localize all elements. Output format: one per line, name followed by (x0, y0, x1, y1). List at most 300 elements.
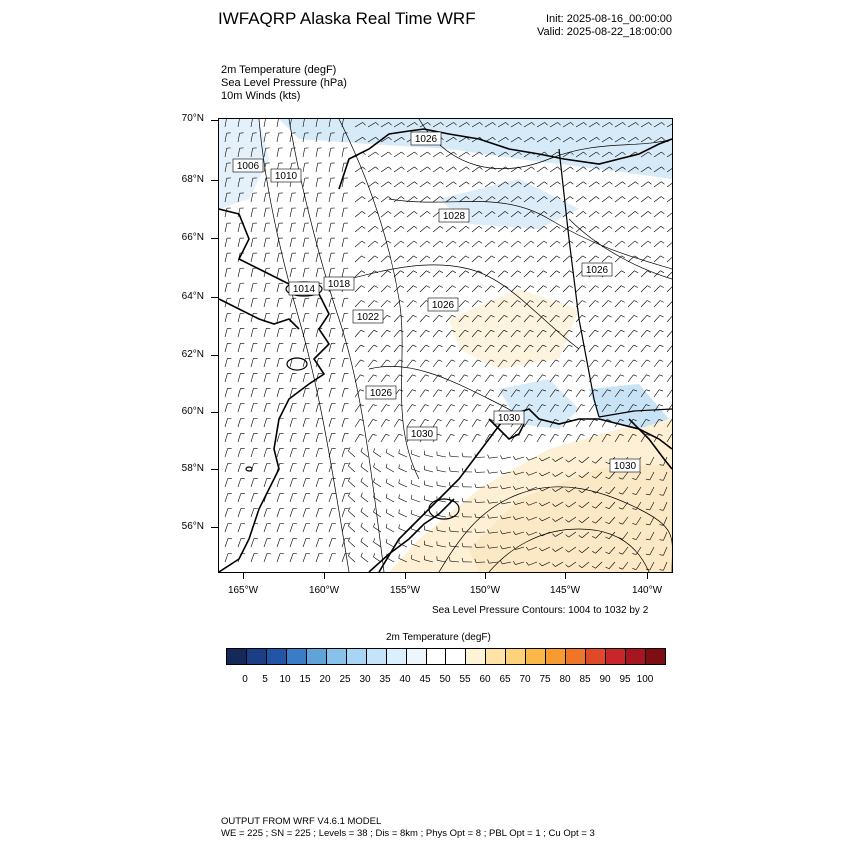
colorbar-cell (367, 649, 387, 664)
wind-barb (316, 163, 318, 172)
wind-barb-feather (505, 241, 508, 243)
wind-barb-feather (596, 256, 599, 258)
wind-barb-feather (555, 434, 559, 435)
wind-barb-feather (622, 211, 625, 213)
wind-barb-feather (427, 226, 430, 228)
wind-barb (446, 405, 451, 412)
wind-barb (368, 286, 374, 292)
wind-barb (264, 463, 267, 472)
wind-barb (472, 256, 479, 262)
wind-barb-feather (531, 241, 534, 243)
wind-barb (446, 390, 451, 397)
wind-barb (667, 300, 672, 307)
wind-barb-feather (583, 211, 586, 213)
wind-barb-feather (440, 182, 443, 185)
wind-barb (485, 390, 490, 397)
wind-barb (550, 241, 557, 247)
wind-barb-feather (374, 330, 378, 332)
wind-barb (225, 478, 228, 487)
wind-barb (654, 197, 661, 202)
wind-barb (251, 298, 253, 307)
wind-barb (342, 238, 344, 247)
wind-barb (641, 241, 648, 247)
wind-barb-feather (361, 300, 365, 302)
wind-barb-feather (451, 375, 455, 376)
wind-barb (342, 313, 344, 322)
wind-barb-feather (361, 286, 364, 288)
wind-barb-feather (516, 375, 520, 376)
wind-barb (303, 448, 306, 457)
wind-barb-feather (373, 375, 377, 376)
wind-barb (277, 403, 280, 412)
wind-barb (316, 478, 319, 487)
wind-barb-feather (388, 167, 391, 170)
coast-seward (219, 299, 299, 329)
wind-barb (348, 481, 355, 487)
wind-barb-feather (661, 256, 664, 258)
wind-barb-feather (466, 167, 469, 170)
svg-text:1030: 1030 (497, 413, 521, 424)
pressure-label (324, 277, 354, 290)
wind-barb (316, 193, 318, 202)
wind-barb (303, 388, 306, 397)
wind-barb (563, 226, 570, 232)
wind-barb-feather (402, 152, 405, 155)
wind-barb (290, 208, 292, 217)
wind-barb (407, 300, 413, 307)
wind-barb-feather (362, 182, 365, 185)
wind-barb-feather (438, 405, 442, 406)
wind-barb-feather (414, 167, 417, 170)
wind-barb (407, 211, 414, 217)
wind-barb (563, 434, 568, 442)
wind-barb (329, 223, 331, 232)
wind-barb-feather (373, 405, 377, 406)
wind-barb-feather (438, 434, 442, 435)
wind-barb (238, 343, 240, 352)
wind-barb (329, 539, 332, 547)
wind-barb (641, 271, 647, 277)
wind-barb (329, 433, 332, 442)
wind-barb (251, 508, 254, 517)
wind-barb (316, 508, 319, 517)
wind-barb-feather (387, 360, 391, 362)
wind-barb-feather (388, 226, 391, 228)
wind-barb (602, 226, 609, 232)
wind-barb (381, 271, 387, 277)
wind-barb-feather (375, 167, 378, 170)
wind-barb (355, 434, 360, 442)
wind-barb-feather (362, 167, 365, 170)
wind-barb-feather (360, 375, 364, 376)
colorbar-cell (506, 649, 526, 664)
wind-barb-feather (568, 375, 572, 376)
wind-barb (381, 419, 386, 427)
wind-barb (424, 500, 433, 502)
wind-barb (290, 523, 293, 532)
colorbar-cell (626, 649, 646, 664)
wind-barb-feather (479, 256, 482, 258)
wind-barb (225, 403, 228, 412)
wind-barb (407, 271, 413, 277)
lon-tick (243, 572, 244, 579)
wind-barb (394, 375, 399, 382)
colorbar-label: 30 (359, 674, 371, 685)
wind-barb-feather (425, 375, 429, 376)
lat-tick (211, 238, 218, 239)
wind-barb-feather (399, 524, 400, 528)
wind-barb-feather (426, 286, 429, 288)
colorbar-cell (247, 649, 267, 664)
wind-barb (303, 313, 305, 322)
wind-barb (316, 268, 318, 277)
wind-barb (355, 286, 361, 292)
wind-barb-feather (399, 405, 403, 406)
wind-barb-feather (621, 360, 625, 362)
wind-barb (373, 482, 381, 487)
wind-barb (329, 508, 332, 517)
wind-barb (420, 241, 427, 247)
wind-barb (290, 493, 293, 502)
wind-barb (381, 375, 386, 382)
wind-barb (667, 315, 672, 322)
wind-barb (381, 167, 388, 172)
wind-barb (459, 226, 466, 232)
wind-barb (515, 457, 524, 460)
wind-barb (576, 330, 582, 337)
wind-barb (433, 360, 439, 367)
wind-barb (277, 433, 280, 442)
wind-barb-feather (413, 286, 416, 288)
wind-barb-feather (647, 300, 651, 302)
wind-barb-feather (386, 375, 390, 376)
wind-barb-feather (387, 271, 390, 273)
colorbar-cell (287, 649, 307, 664)
wind-barb-feather (595, 345, 599, 347)
wind-barb-feather (375, 197, 378, 199)
wind-barb (251, 373, 253, 382)
wind-barb (394, 152, 402, 157)
wind-barb (251, 223, 253, 232)
wind-barb (446, 360, 452, 367)
wind-barb (277, 148, 279, 157)
wind-barb-feather (387, 345, 391, 347)
wind-barb-feather (389, 152, 392, 155)
wind-barb (407, 315, 413, 322)
wind-barb-feather (466, 241, 469, 243)
wind-barb (394, 256, 401, 262)
wind-barb (654, 241, 661, 247)
wind-barb-feather (634, 315, 638, 317)
wind-barb-feather (466, 182, 469, 185)
wind-barb-feather (400, 345, 404, 347)
wind-barb (329, 554, 332, 562)
wind-barb (238, 539, 241, 547)
wind-barb-feather (475, 469, 476, 473)
wind-barb (420, 300, 426, 307)
wind-barb (420, 405, 425, 412)
wind-barb (654, 286, 660, 292)
wind-barb-feather (375, 182, 378, 185)
svg-text:1006: 1006 (236, 161, 260, 172)
wind-barb-feather (348, 477, 350, 481)
wind-barb (667, 360, 672, 367)
wind-barb (264, 119, 266, 127)
wind-barb-feather (454, 152, 457, 155)
colorbar-label: 20 (319, 674, 331, 685)
wind-barb-feather (582, 286, 585, 288)
pribilof-islands (246, 467, 252, 471)
wind-barb (563, 360, 569, 367)
wind-barb (615, 256, 622, 262)
wind-barb (407, 256, 414, 262)
wind-barb (472, 167, 479, 172)
wind-barb (277, 193, 279, 202)
lat-tick (211, 355, 218, 356)
wind-barb-feather (621, 286, 624, 288)
wind-barb-feather (467, 152, 470, 155)
cold-region-arctic (279, 119, 672, 179)
wind-barb-feather (582, 330, 586, 332)
field-label-temperature: 2m Temperature (degF) (221, 64, 337, 76)
wind-barb (225, 523, 228, 532)
wind-barb-feather (544, 182, 547, 185)
wind-barb-feather (438, 390, 442, 391)
wind-barb (251, 493, 254, 502)
wind-barb-feather (400, 286, 403, 288)
wind-barb-feather (648, 241, 651, 243)
wind-barb (485, 226, 492, 232)
wind-barb (394, 211, 401, 217)
wind-barb (355, 152, 363, 157)
wind-barb (628, 315, 634, 322)
wind-barb (225, 508, 228, 517)
wind-barb-feather (439, 345, 443, 347)
wind-barb (459, 271, 465, 277)
wind-barb-feather (569, 345, 573, 347)
wind-barb-feather (387, 330, 391, 332)
wind-barb (264, 283, 266, 292)
wind-barb (412, 514, 420, 517)
wind-barb-feather (413, 360, 417, 362)
wind-barb (437, 455, 446, 457)
wind-barb (342, 193, 344, 202)
wind-barb (316, 463, 319, 472)
wind-barb-feather (490, 405, 494, 406)
wind-barb-feather (413, 271, 416, 273)
wind-barb-feather (414, 182, 417, 185)
wind-barb (459, 152, 467, 157)
wind-barb (589, 405, 594, 412)
wind-barb-feather (426, 315, 430, 317)
wind-barb (355, 330, 361, 337)
wind-barb-feather (635, 182, 638, 185)
wind-barb (472, 419, 477, 427)
wind-barb-feather (361, 271, 364, 273)
colorbar-cell (466, 649, 486, 664)
wind-barb (303, 539, 306, 547)
wind-barb (407, 152, 415, 157)
wind-barb-feather (647, 360, 651, 362)
wind-barb (348, 451, 355, 457)
wind-barb (264, 253, 266, 262)
wind-barb-feather (425, 419, 429, 420)
lon-label: 165°W (227, 585, 259, 596)
wind-barb (290, 403, 293, 412)
wind-barb (316, 418, 319, 427)
wind-barb (342, 208, 344, 217)
wind-barb (628, 197, 635, 202)
contour-note: Sea Level Pressure Contours: 1004 to 1032 by 2 (432, 605, 649, 616)
wind-barb-feather (477, 375, 481, 376)
wind-barb (654, 375, 659, 382)
wind-barb-feather (635, 226, 638, 228)
wind-barb (511, 241, 518, 247)
wind-barb (433, 330, 439, 337)
wind-barb (264, 403, 267, 412)
wind-barb (251, 328, 253, 337)
wind-barb-feather (453, 241, 456, 243)
wind-barb (342, 163, 344, 172)
wind-barb (654, 182, 661, 187)
wind-barb (563, 182, 570, 187)
wind-barb-feather (581, 390, 585, 391)
colorbar-label: 15 (299, 674, 311, 685)
pressure-label (353, 310, 383, 323)
wind-barb (368, 152, 376, 157)
wind-barb (524, 256, 531, 262)
wind-barb (537, 286, 543, 292)
wind-barb (303, 268, 305, 277)
wind-barb-feather (374, 300, 378, 302)
wind-barb-feather (401, 256, 404, 258)
wind-barb (433, 226, 440, 232)
wind-barb (342, 418, 345, 427)
wind-barb (615, 241, 622, 247)
wind-barb (407, 241, 414, 247)
wind-barb-feather (465, 300, 469, 302)
wind-barb-feather (661, 211, 664, 213)
wind-barb (303, 418, 306, 427)
wind-barb (550, 226, 557, 232)
wind-barb-feather (386, 524, 387, 528)
wind-barb (394, 197, 401, 202)
wind-barb-feather (387, 286, 390, 288)
wind-barb (394, 300, 400, 307)
wind-barb (342, 148, 344, 157)
wind-barb-feather (646, 375, 650, 376)
wind-barb (537, 182, 544, 187)
wind-barb (355, 182, 362, 187)
wind-barb-feather (361, 538, 363, 542)
wind-barb-feather (375, 256, 378, 258)
wind-barb (459, 182, 466, 187)
wind-barb (498, 375, 503, 382)
wind-barb (628, 330, 634, 337)
footer-config: WE = 225 ; SN = 225 ; Levels = 38 ; Dis = 8km ; Phys Opt = 8 ; PBL Opt = 1 ; Cu Opt = 3 (221, 828, 595, 839)
wind-barb-feather (400, 360, 404, 362)
temperature-shading (219, 119, 672, 572)
wind-barb (412, 499, 420, 502)
wind-barb (290, 268, 292, 277)
wind-barb-feather (608, 330, 612, 332)
wind-barb (615, 315, 621, 322)
wind-barb (420, 271, 426, 277)
wind-barb-feather (648, 211, 651, 213)
wind-barb-feather (399, 479, 400, 483)
wind-barb (225, 313, 227, 322)
wind-barb-feather (348, 462, 350, 466)
wind-barb (381, 434, 386, 442)
wind-barb-feather (386, 494, 387, 498)
wind-barb-feather (427, 241, 430, 243)
wind-barb-feather (414, 226, 417, 228)
wind-barb-feather (462, 453, 463, 457)
wind-barb-feather (557, 182, 560, 185)
wind-barb (277, 119, 279, 127)
wind-barb (602, 375, 607, 382)
wind-barb (407, 286, 413, 292)
wind-barb (290, 418, 293, 427)
colorbar-label: 75 (539, 674, 551, 685)
wind-barb (277, 238, 279, 247)
wind-barb-feather (646, 390, 650, 391)
wind-barb (576, 286, 582, 292)
wind-barb (264, 343, 266, 352)
wind-barb (485, 286, 491, 292)
wind-barb-feather (373, 553, 374, 557)
wind-barb-feather (531, 182, 534, 185)
wind-barb (615, 197, 622, 202)
wind-barb (225, 554, 228, 562)
wind-barb (316, 343, 318, 352)
wind-barb (277, 373, 279, 382)
wind-barb (589, 211, 596, 217)
colorbar-label: 100 (636, 674, 654, 685)
wind-barb (238, 313, 240, 322)
wind-barb (550, 434, 555, 442)
wind-barb-feather (609, 241, 612, 243)
wind-barb-feather (427, 167, 430, 170)
wind-barb-feather (660, 271, 663, 273)
wind-barb (498, 434, 503, 442)
wind-barb (399, 468, 407, 472)
svg-text:1026: 1026 (585, 265, 609, 276)
wind-barb (489, 457, 498, 458)
wind-barb-feather (661, 182, 664, 185)
wind-barb-feather (451, 434, 455, 435)
wind-barb-feather (517, 271, 520, 273)
wind-barb (251, 193, 253, 202)
wind-barb (394, 271, 400, 277)
wind-barb-feather (609, 182, 612, 185)
wind-barb (641, 182, 648, 187)
wind-barb (264, 554, 267, 562)
wind-barb (511, 271, 517, 277)
wind-barb-feather (557, 241, 560, 243)
wind-barb-feather (583, 226, 586, 228)
colorbar-cell (546, 649, 566, 664)
wind-barb (615, 286, 621, 292)
wind-barb (225, 433, 228, 442)
wind-barb (303, 493, 306, 502)
wind-barb-feather (464, 434, 468, 435)
wind-barb (437, 500, 446, 502)
wind-barb (450, 456, 459, 457)
wind-barb (303, 253, 305, 262)
wind-barb (277, 343, 279, 352)
wind-barb (459, 256, 466, 262)
